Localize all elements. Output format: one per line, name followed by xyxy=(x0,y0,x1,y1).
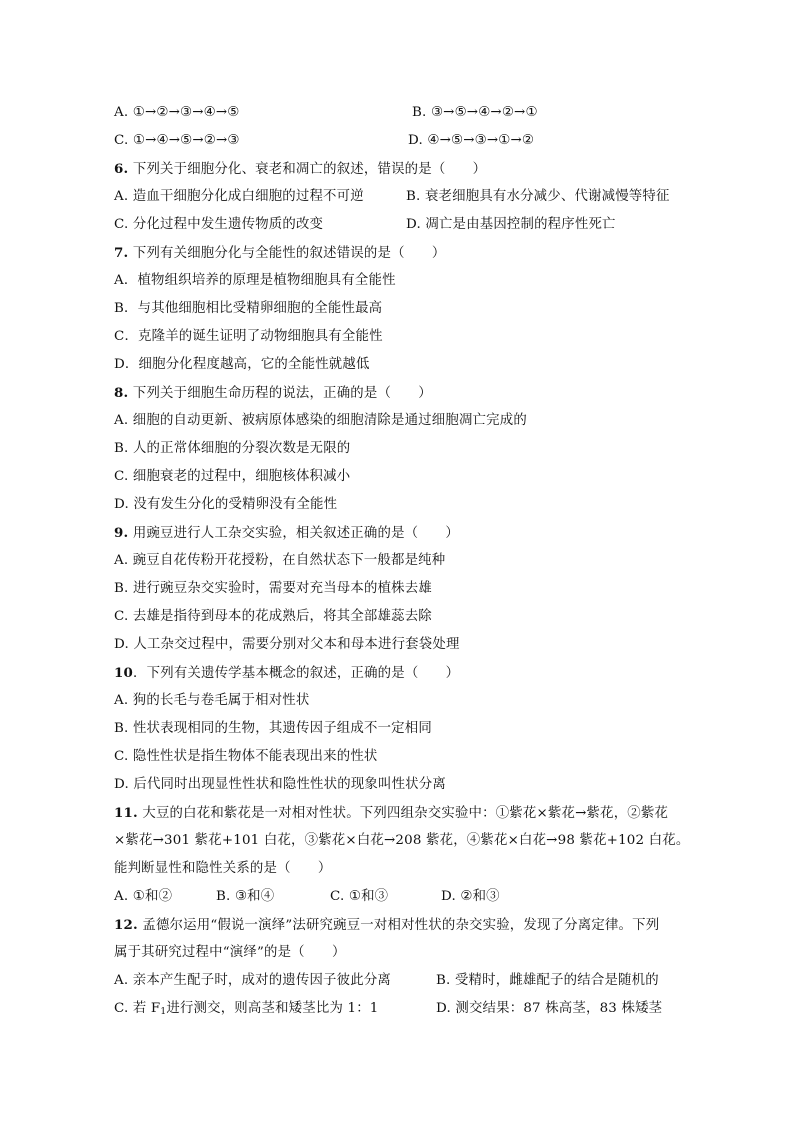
q9-text: 用豌豆进行人工杂交实验，相关叙述正确的是（ ） xyxy=(128,526,460,541)
q6-number: 6. xyxy=(114,161,129,177)
q7-option-d: D．细胞分化程度越高，它的全能性就越低 xyxy=(114,357,370,372)
q8-option-a: A. 细胞的自动更新、被病原体感染的细胞清除是通过细胞凋亡完成的 xyxy=(114,413,527,428)
q9-option-b: B. 进行豌豆杂交实验时，需要对充当母本的植株去雄 xyxy=(114,581,432,596)
q11-stem-line1 xyxy=(114,803,668,824)
q11-stem-line2: ×紫花→301 紫花+101 白花，③紫花×白花→208 紫花，④紫花×白花→98 紫花+102 白花。 xyxy=(114,833,690,848)
q10-number: 10 xyxy=(114,665,134,681)
q10-stem xyxy=(114,663,459,684)
q6-option-d: D. 凋亡是由基因控制的程序性死亡 xyxy=(406,217,616,232)
q6-option-b: B. 衰老细胞具有水分减少、代谢减慢等特征 xyxy=(406,189,670,204)
q10-option-b: B. 性状表现相同的生物，其遗传因子组成不一定相同 xyxy=(114,721,432,736)
q12-number: 12. xyxy=(114,917,138,933)
q11-text-1: 大豆的白花和紫花是一对相对性状。下列四组杂交实验中：①紫花×紫花→紫花，②紫花 xyxy=(137,806,669,821)
q10-option-d: D. 后代同时出现显性性状和隐性性状的现象叫性状分离 xyxy=(114,777,446,792)
q6-option-a: A. 造血干细胞分化成白细胞的过程不可逆 xyxy=(114,189,364,204)
q10-option-a: A. 狗的长毛与卷毛属于相对性状 xyxy=(114,693,310,708)
q9-number: 9. xyxy=(114,525,129,541)
q5-option-d: D. ④→⑤→③→①→② xyxy=(408,133,535,148)
q8-number: 8. xyxy=(114,385,129,401)
q7-text: 下列有关细胞分化与全能性的叙述错误的是（ ） xyxy=(128,246,446,261)
q6-stem xyxy=(114,159,486,180)
q9-option-d: D. 人工杂交过程中，需要分别对父本和母本进行套袋处理 xyxy=(114,637,460,652)
q8-option-c: C. 细胞衰老的过程中，细胞核体积减小 xyxy=(114,469,351,484)
q12-option-c-subscript: 1 xyxy=(160,1007,167,1017)
q5-option-c: C. ①→④→⑤→②→③ xyxy=(114,133,240,148)
q6-text: 下列关于细胞分化、衰老和凋亡的叙述，错误的是（ ） xyxy=(128,162,487,177)
q7-option-b: B．与其他细胞相比受精卵细胞的全能性最高 xyxy=(114,301,383,316)
q11-number: 11. xyxy=(114,805,138,821)
q12-text-1: 孟德尔运用“假说一演绎”法研究豌豆一对相对性状的杂交实验，发现了分离定律。下列 xyxy=(137,918,660,933)
q9-stem xyxy=(114,523,459,544)
q11-option-c: C. ①和③ xyxy=(330,889,389,904)
q12-option-c xyxy=(114,999,379,1022)
q12-stem-line1 xyxy=(114,915,659,936)
q7-stem xyxy=(114,243,445,264)
q7-option-c: C．克隆羊的诞生证明了动物细胞具有全能性 xyxy=(114,329,383,344)
q12-option-b: B. 受精时，雌雄配子的结合是随机的 xyxy=(436,973,659,988)
q11-stem-line3: 能判断显性和隐性关系的是（ ） xyxy=(114,861,332,876)
q12-option-a: A. 亲本产生配子时，成对的遗传因子彼此分离 xyxy=(114,973,392,988)
q9-option-c: C. 去雄是指待到母本的花成熟后，将其全部雄蕊去除 xyxy=(114,609,432,624)
q12-stem-line2: 属于其研究过程中“演绎”的是（ ） xyxy=(114,945,346,960)
q12-option-c-suffix: 进行测交，则高茎和矮茎比为 1：1 xyxy=(166,1001,379,1016)
q11-option-a: A. ①和② xyxy=(114,889,173,904)
q8-text: 下列关于细胞生命历程的说法，正确的是（ ） xyxy=(128,386,432,401)
q7-option-a: A．植物组织培养的原理是植物细胞具有全能性 xyxy=(114,273,396,288)
q11-option-b: B. ③和④ xyxy=(216,889,275,904)
q5-option-a: A. ①→②→③→④→⑤ xyxy=(114,105,240,120)
q10-option-c: C. 隐性性状是指生物体不能表现出来的性状 xyxy=(114,749,378,764)
q6-option-c: C. 分化过程中发生遗传物质的改变 xyxy=(114,217,324,232)
q8-option-b: B. 人的正常体细胞的分裂次数是无限的 xyxy=(114,441,351,456)
q11-option-d: D. ②和③ xyxy=(441,889,500,904)
q10-text: ．下列有关遗传学基本概念的叙述，正确的是（ ） xyxy=(133,666,460,681)
q8-stem xyxy=(114,383,432,404)
q8-option-d: D. 没有发生分化的受精卵没有全能性 xyxy=(114,497,338,512)
q12-option-d: D. 测交结果：87 株高茎，83 株矮茎 xyxy=(436,1001,663,1016)
q12-option-c-prefix: C. 若 F xyxy=(114,1001,161,1016)
q5-option-b: B. ③→⑤→④→②→① xyxy=(412,105,538,120)
q9-option-a: A. 豌豆自花传粉开花授粉，在自然状态下一般都是纯种 xyxy=(114,553,446,568)
q7-number: 7. xyxy=(114,245,129,261)
